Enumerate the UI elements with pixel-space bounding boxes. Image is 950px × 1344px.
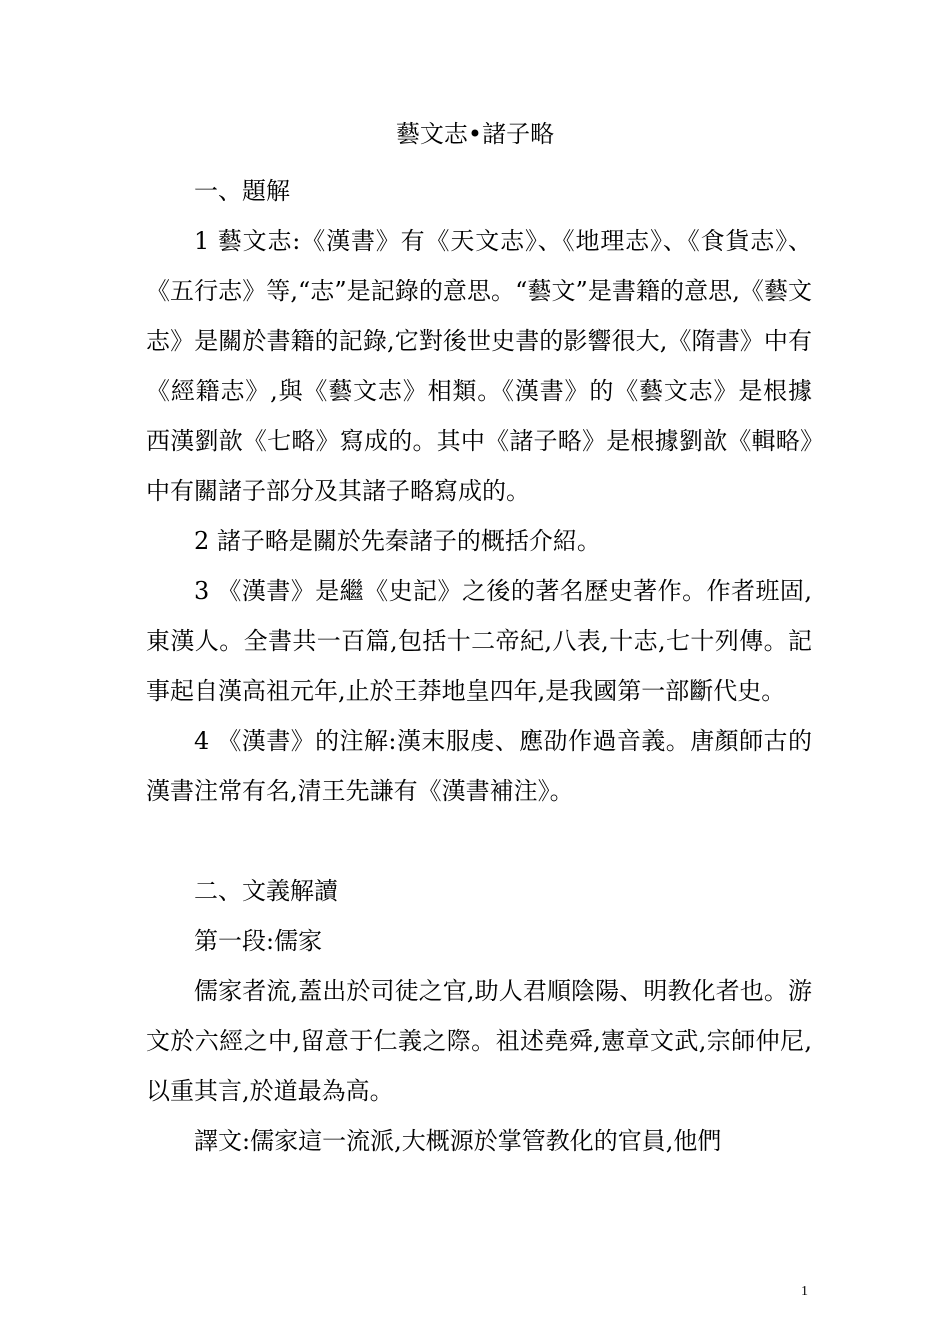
section-heading-1: 一、題解: [194, 177, 290, 205]
paragraph: 1 藝文志:《漢書》有《天文志》、《地理志》、《食貨志》、《五行志》等,“志”是記錄的意思。“藝文”是書籍的意思,《藝文志》是關於書籍的記錄,它對後世史書的影響很大,《隋書》中有《經籍志》,與《藝文志》相類。《漢書》的《藝文志》是根據西漢劉歆《七略》寫成的。其中《諸子略》是根據劉歆《輯略》中有關諸子部分及其諸子略寫成的。: [146, 227, 812, 505]
paragraph: 4 《漢書》的注解:漢末服虔、應劭作過音義。唐顏師古的漢書注常有名,清王先謙有《漢書補注》。: [146, 727, 812, 805]
paragraph: 儒家者流,蓋出於司徒之官,助人君順陰陽、明教化者也。游文於六經之中,留意于仁義之際。祖述堯舜,憲章文武,宗師仲尼,以重其言,於道最為高。: [146, 977, 812, 1105]
paragraph: 譯文:儒家這一流派,大概源於掌管教化的官員,他們: [194, 1127, 722, 1155]
page-number: 1: [801, 1284, 808, 1299]
section-heading-2: 二、文義解讀: [194, 877, 338, 905]
paragraph: 3 《漢書》是繼《史記》之後的著名歷史著作。作者班固,東漢人。全書共一百篇,包括十二帝紀,八表,十志,七十列傳。記事起自漢高祖元年,止於王莽地皇四年,是我國第一部斷代史。: [146, 577, 812, 705]
document-body: [146, 166, 812, 1166]
document-title: 藝文志•諸子略: [395, 120, 555, 148]
paragraph: 2 諸子略是關於先秦諸子的概括介紹。: [194, 527, 601, 555]
subsection-heading: 第一段:儒家: [194, 927, 323, 955]
section-spacer: [146, 816, 812, 866]
